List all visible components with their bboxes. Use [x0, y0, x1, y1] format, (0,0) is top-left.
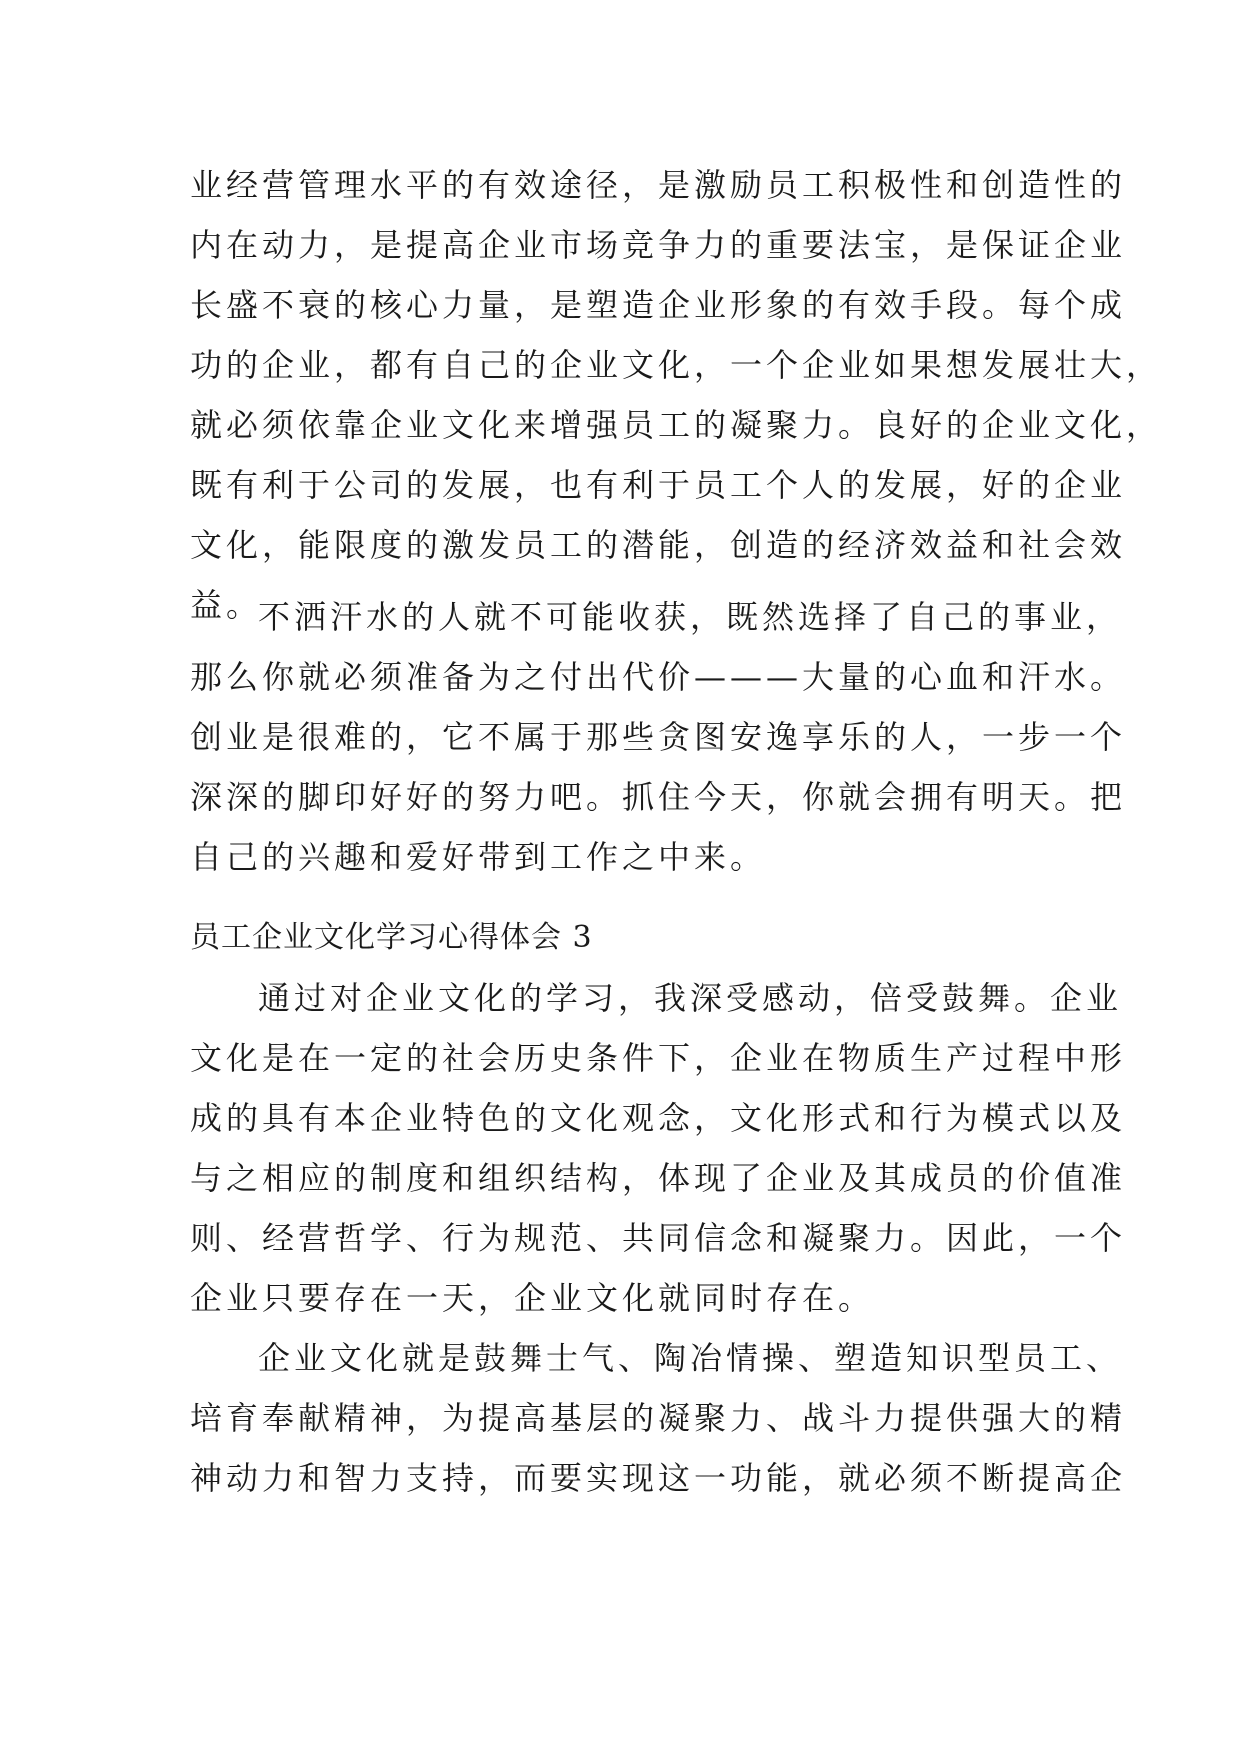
text-line: 不洒汗水的人就不可能收获，既然选择了自己的事业， [258, 598, 1123, 636]
text-line: 自己的兴趣和爱好带到工作之中来。 [190, 838, 767, 876]
paragraph-1 [190, 155, 1163, 635]
text-line: 就必须依靠企业文化来增强员工的凝聚力。良好的企业文化， [190, 406, 1163, 444]
text-line: 通过对企业文化的学习，我深受感动，倍受鼓舞。企业 [258, 979, 1123, 1017]
text-line: 内在动力，是提高企业市场竞争力的重要法宝，是保证企业 [190, 226, 1127, 264]
text-line: 培育奉献精神，为提高基层的凝聚力、战斗力提供强大的精 [190, 1399, 1127, 1437]
text-line: 文化是在一定的社会历史条件下，企业在物质生产过程中形 [190, 1039, 1127, 1077]
text-line: 神动力和智力支持，而要实现这一功能，就必须不断提高企 [190, 1459, 1127, 1497]
text-line: 既有利于公司的发展，也有利于员工个人的发展，好的企业 [190, 466, 1127, 504]
text-line: 业经营管理水平的有效途径，是激励员工积极性和创造性的 [190, 166, 1127, 204]
section-3 [190, 908, 1127, 1508]
text-line: 与之相应的制度和组织结构，体现了企业及其成员的价值准 [190, 1159, 1127, 1197]
text-line: 益。 [190, 586, 263, 624]
text-line: 那么你就必须准备为之付出代价———大量的心血和汗水。 [190, 658, 1127, 696]
text-line: 长盛不衰的核心力量，是塑造企业形象的有效手段。每个成 [190, 286, 1127, 324]
text-line: 企业文化就是鼓舞士气、陶冶情操、塑造知识型员工、 [258, 1339, 1123, 1377]
text-line: 文化，能限度的激发员工的潜能，创造的经济效益和社会效 [190, 526, 1127, 564]
section-heading: 员工企业文化学习心得体会 3 [190, 920, 593, 955]
text-line: 企业只要存在一天，企业文化就同时存在。 [190, 1279, 875, 1317]
paragraph-2 [190, 587, 1127, 887]
text-line: 则、经营哲学、行为规范、共同信念和凝聚力。因此，一个 [190, 1219, 1127, 1257]
text-line: 功的企业，都有自己的企业文化，一个企业如果想发展壮大， [190, 346, 1163, 384]
text-line: 深深的脚印好好的努力吧。抓住今天，你就会拥有明天。把 [190, 778, 1127, 816]
text-line: 创业是很难的，它不属于那些贪图安逸享乐的人，一步一个 [190, 718, 1127, 756]
text-line: 成的具有本企业特色的文化观念，文化形式和行为模式以及 [190, 1099, 1127, 1137]
